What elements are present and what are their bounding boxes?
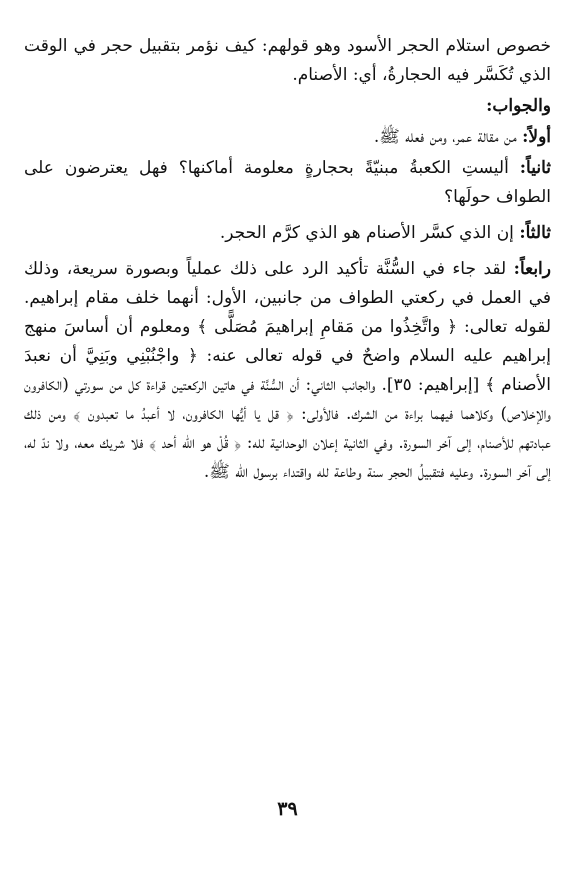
paragraph-body: لقد جاء في السُّنَّة تأكيد الرد على ذلك عملياً وبصورة سريعة، وذلك في العمل في ركعتي الطواف من جانبين، الأول: أنهما خلف مقام إبراهيم. لقوله تعالى: ﴿ واتَّخِذُوا من مَقامِ إبراهيمَ مُصَلًّى ﴾ ومعلوم أن أساسَ منهج إبراهيم عليه السلام واضحٌ في قوله تعالى عنه: ﴿ واجْنُبْنِي وبَنِيَّ أن نعبدَ الأصنام ﴾ [إبراهيم: ٣٥]. والجانب الثاني: أن السُّنَّة في هاتين الركعتين قراءة كل من سورتي (الكافرون والإخلاص) وكلاهما فيهما براءة من الشرك. فالأولى: ﴿ قل يا أيُّها الكافرون، لا أعبدُ ما تعبدون ﴾ ومن ذلك عبادتهم للأصنام، إلى آخر السورة. وفي الثانية إعلان الوحدانية لله: ﴿ قُلْ هو الله أحد ﴾ فلا شريك معه، ولا ندّ له، إلى آخر السورة. وعليه فتقبيلُ الحجر سنة وطاعة لله واقتداء برسول الله ﷺ. bbox=[24, 259, 551, 482]
paragraph-fourth bbox=[24, 255, 551, 487]
paragraph-second bbox=[24, 154, 551, 212]
paragraph-lead: أولاً: bbox=[522, 127, 551, 147]
body-text bbox=[24, 32, 551, 487]
paragraph-lead: ثالثاً: bbox=[519, 223, 551, 243]
paragraph-third bbox=[24, 219, 551, 248]
paragraph-body: من مقالة عمر، ومن فعله ﷺ. bbox=[373, 127, 523, 147]
paragraph-body: خصوص استلام الحجر الأسود وهو قولهم: كيف نؤمر بتقبيل حجر في الوقت الذي تُكَسَّر فيه الحجارةُ، أي: الأصنام. bbox=[24, 36, 551, 85]
answer-heading: والجواب: bbox=[486, 96, 551, 116]
paragraph-body: أليستِ الكعبةُ مبنيّةً بحجارةٍ معلومة أماكنها؟ فهل يعترضون على الطواف حولَها؟ bbox=[24, 158, 551, 207]
paragraph-lead: رابعاً: bbox=[513, 259, 551, 279]
paragraph-first bbox=[24, 123, 551, 152]
paragraph-intro bbox=[24, 32, 551, 90]
page-number: ٣٩ bbox=[277, 798, 298, 820]
paragraph-answer-heading bbox=[24, 92, 551, 121]
paragraph-lead: ثانياً: bbox=[519, 158, 551, 178]
paragraph-body: إن الذي كسَّر الأصنام هو الذي كرَّم الحجر. bbox=[219, 223, 520, 243]
